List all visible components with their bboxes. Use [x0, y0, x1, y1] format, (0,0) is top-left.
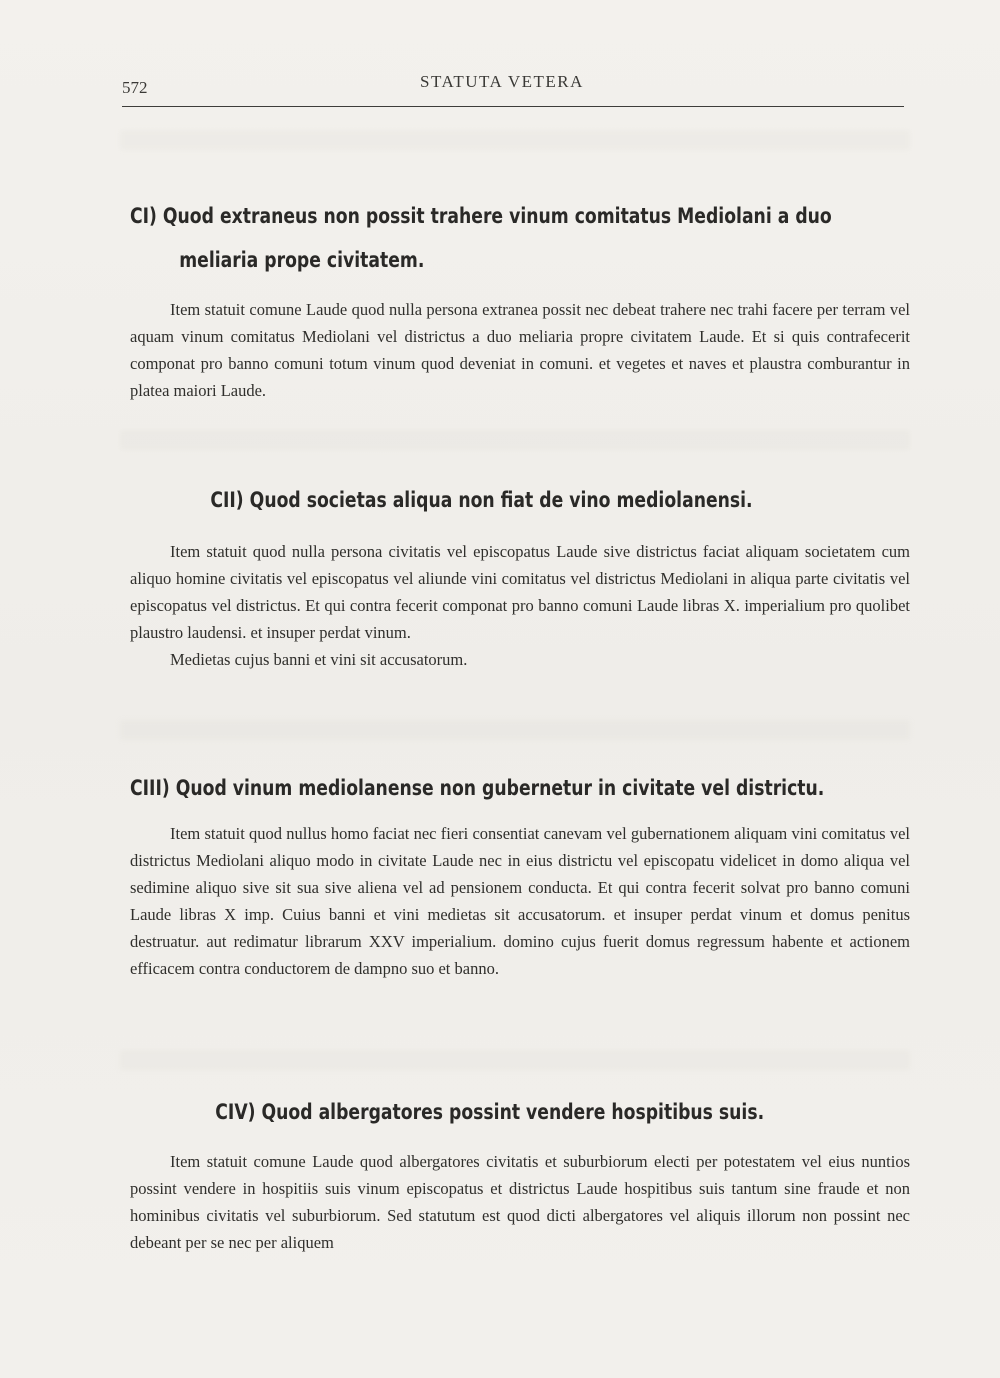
- heading-line: CII) Quod societas aliqua non fiat de vino mediolanensi.: [210, 488, 753, 512]
- section-heading: [130, 478, 770, 522]
- paragraph: Medietas cujus banni et vini sit accusatorum.: [170, 650, 468, 669]
- heading-line: meliaria prope civitatem.: [179, 248, 425, 272]
- section-body: [130, 1148, 910, 1256]
- page-number: 572: [122, 78, 148, 97]
- section-body: [130, 820, 910, 982]
- show-through-shadow: [120, 720, 910, 740]
- paragraph: Item statuit comune Laude quod albergatores civitatis et suburbiorum electi per potestatem vel eius nuntios possint vendere in hospitiis suis vinum episcopatus et districtus Laude hospitibus suis tantum sine fraude et non hominibus civitatis vel suburbiorum. Sed statutum est quod dicti albergatores vel aliquis illorum non possint nec debeant per se nec per aliquem: [130, 1152, 910, 1252]
- paragraph: Item statuit comune Laude quod nulla persona extranea possit nec debeat trahere nec trahi facere per terram vel aquam vinum comitatus Mediolani vel districtus a duo meliaria propre civitatem Laude. Et si quis contrafecerit componat pro banno comuni totum vinum quod deveniat in comuni. et vegetes et naves et plaustra comburantur in platea maiori Laude.: [130, 300, 910, 400]
- heading-line: CIV) Quod albergatores possint vendere hospitibus suis.: [215, 1100, 765, 1124]
- paragraph: Item statuit quod nulla persona civitatis vel episcopatus Laude sive districtus faciat aliquam societatem cum aliquo homine civitatis vel episcopatus vel aliunde vini comitatus vel districtus Mediolani in aliqua parte civitatis vel episcopatus vel districtus. Et qui contra fecerit componat pro banno comuni Laude libras X. imperialium pro quolibet plaustro laudensi. et insuper perdat vinum.: [130, 542, 910, 642]
- statute-section-cii: [130, 478, 910, 673]
- section-heading: [130, 194, 832, 282]
- heading-line: CIII) Quod vinum mediolanense non gubernetur in civitate vel districtu.: [130, 776, 825, 800]
- section-body: [130, 296, 910, 404]
- statute-section-civ: [130, 1090, 910, 1256]
- section-heading: [130, 766, 825, 810]
- show-through-shadow: [120, 1050, 910, 1070]
- section-body: [130, 538, 910, 673]
- running-title: STATUTA VETERA: [420, 72, 584, 91]
- paragraph: Item statuit quod nullus homo faciat nec fieri consentiat canevam vel gubernationem aliquam vini comitatus vel districtus Mediolani aliquo modo in civitate Laude nec in eius districtu vel episcopatu videlicet in domo aliqua vel sedimine aliquo sive sit sua sive aliena vel ad pensionem conducta. Et qui contra fecerit solvat pro banno comuni Laude libras X imp. Cuius banni et vini medietas sit accusatorum. et insuper perdat vinum et domus penitus destruatur. aut redimatur librarum XXV imperialium. domino cujus fuerit domus regressum habente et actionem efficacem contra conductorem de dampno suo et banno.: [130, 824, 910, 978]
- show-through-shadow: [120, 130, 910, 150]
- header-rule: [122, 106, 904, 107]
- statute-section-ci: [130, 194, 910, 404]
- page-header: [122, 70, 904, 110]
- section-heading: [130, 1090, 770, 1134]
- show-through-shadow: [120, 430, 910, 450]
- statute-section-ciii: [130, 766, 910, 982]
- heading-line: CI) Quod extraneus non possit trahere vinum comitatus Mediolani a duo: [130, 204, 832, 228]
